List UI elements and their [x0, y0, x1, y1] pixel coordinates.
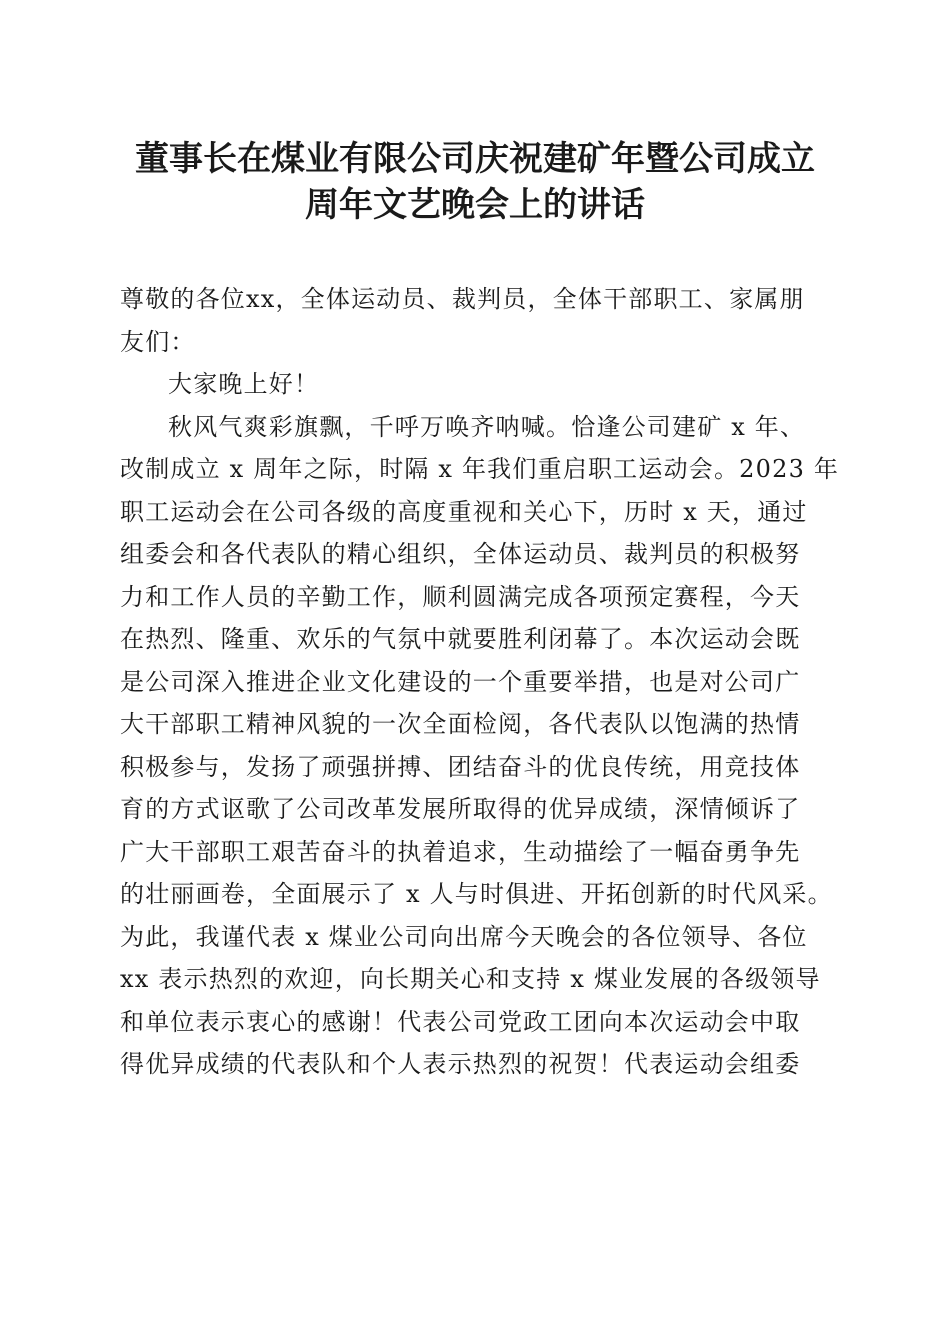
body-line: 的壮丽画卷，全面展示了 x 人与时俱进、开拓创新的时代风采。 — [120, 880, 833, 908]
body-line: 大干部职工精神风貌的一次全面检阅，各代表队以饱满的热情 — [120, 710, 801, 738]
body-line: 得优异成绩的代表队和个人表示热烈的祝贺！代表运动会组委 — [120, 1050, 801, 1078]
body-line: 积极参与，发扬了顽强拼搏、团结奋斗的优良传统，用竞技体 — [120, 752, 801, 781]
salutation-line-1: 尊敬的各位xx，全体运动员、裁判员，全体干部职工、家属朋 — [120, 285, 805, 313]
body-line: 和单位表示衷心的感谢！代表公司党政工团向本次运动会中取 — [120, 1007, 801, 1036]
document-title-line-1: 董事长在煤业有限公司庆祝建矿年暨公司成立 — [135, 139, 815, 179]
body-line: 秋风气爽彩旗飘，千呼万唤齐呐喊。恰逢公司建矿 x 年、 — [168, 412, 806, 441]
body-line: 力和工作人员的辛勤工作，顺利圆满完成各项预定赛程，今天 — [120, 582, 801, 611]
body-line: 在热烈、隆重、欢乐的气氛中就要胜利闭幕了。本次运动会既 — [120, 625, 801, 653]
document-body — [120, 280, 840, 1088]
body-line: 是公司深入推进企业文化建设的一个重要举措，也是对公司广 — [120, 667, 801, 696]
body-line: 改制成立 x 周年之际，时隔 x 年我们重启职工运动会。2023 年 — [120, 455, 840, 483]
greeting-line: 大家晚上好！ — [168, 370, 320, 398]
body-line: 育的方式讴歌了公司改革发展所取得的优异成绩，深情倾诉了 — [120, 795, 801, 823]
body-line: 广大干部职工艰苦奋斗的执着追求，生动描绘了一幅奋勇争先 — [120, 837, 801, 866]
salutation-line-2: 友们： — [120, 327, 196, 356]
body-line: 职工运动会在公司各级的高度重视和关心下，历时 x 天，通过 — [120, 497, 808, 526]
body-line: xx 表示热烈的欢迎，向长期关心和支持 x 煤业发展的各级领导 — [120, 965, 821, 993]
body-line: 组委会和各代表队的精心组织，全体运动员、裁判员的积极努 — [120, 540, 801, 568]
body-line: 为此，我谨代表 x 煤业公司向出席今天晚会的各位领导、各位 — [120, 922, 808, 951]
document-title-line-2: 周年文艺晚会上的讲话 — [305, 185, 645, 225]
